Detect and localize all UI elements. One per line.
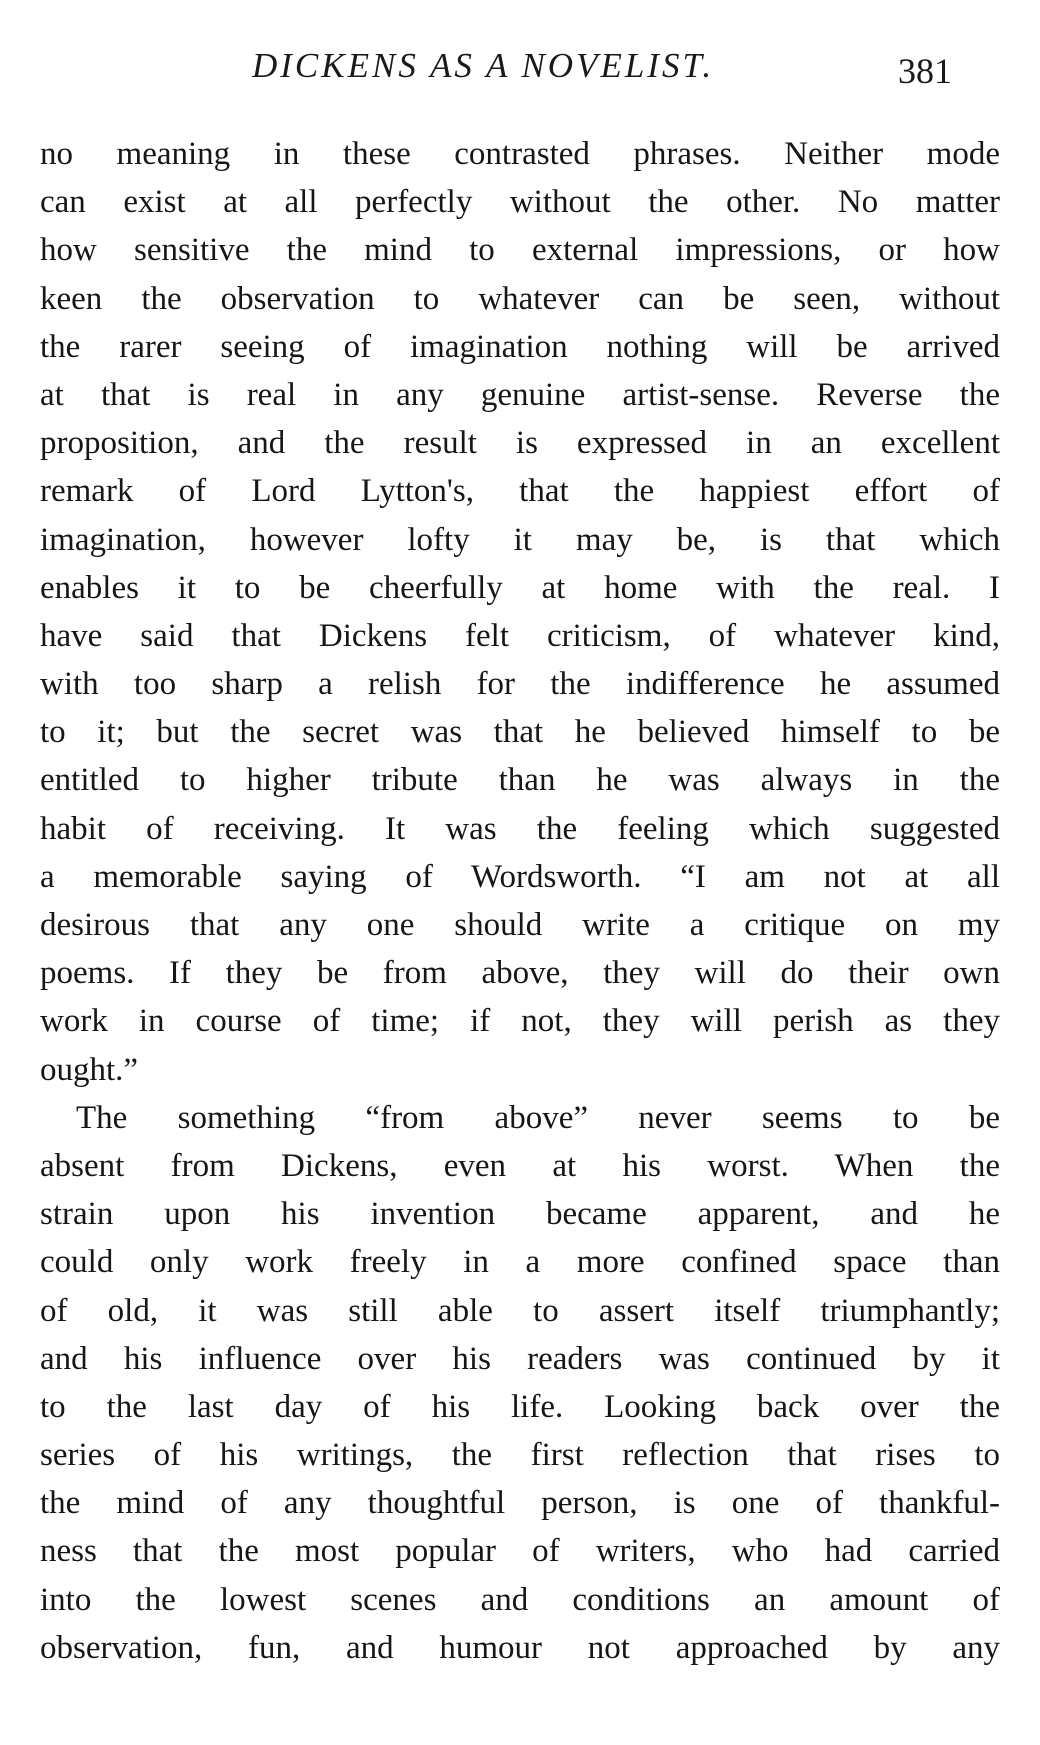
running-head bbox=[40, 46, 1000, 106]
text-line: how sensitive the mind to external impressions, or how bbox=[40, 232, 1000, 269]
text-line: at that is real in any genuine artist-sense. Reverse the bbox=[40, 376, 1000, 413]
text-line: and his influence over his readers was continued by it bbox=[40, 1340, 1000, 1377]
text-line: proposition, and the result is expressed in an excellent bbox=[40, 425, 1000, 462]
text-line: series of his writings, the first reflection that rises to bbox=[40, 1437, 1000, 1474]
paragraph-start-line: The something “from above” never seems to be bbox=[76, 1099, 1000, 1136]
text-line: the mind of any thoughtful person, is one of thankful- bbox=[40, 1485, 1000, 1522]
text-line: ness that the most popular of writers, who had carried bbox=[40, 1533, 1000, 1570]
text-line: entitled to higher tribute than he was always in the bbox=[40, 762, 1000, 799]
text-line: into the lowest scenes and conditions an amount of bbox=[40, 1581, 1000, 1618]
text-line: remark of Lord Lytton's, that the happiest effort of bbox=[40, 473, 1000, 510]
text-line: keen the observation to whatever can be seen, without bbox=[40, 280, 1000, 317]
text-line: desirous that any one should write a critique on my bbox=[40, 907, 1000, 943]
text-line: imagination, however lofty it may be, is that which bbox=[40, 521, 1000, 558]
text-line: absent from Dickens, even at his worst. When the bbox=[40, 1147, 1000, 1184]
text-line: work in course of time; if not, they will perish as they bbox=[40, 1003, 1000, 1040]
text-line: strain upon his invention became apparent, and he bbox=[40, 1196, 1000, 1233]
text-line: to it; but the secret was that he believed himself to be bbox=[40, 714, 1000, 751]
paragraph-end-line: ought.” bbox=[40, 1051, 139, 1088]
text-line: with too sharp a relish for the indifference he assumed bbox=[40, 666, 1000, 703]
text-line: of old, it was still able to assert itself triumphantly; bbox=[40, 1292, 1000, 1329]
text-line: poems. If they be from above, they will do their own bbox=[40, 955, 1000, 992]
running-title: DICKENS AS A NOVELIST. bbox=[252, 46, 715, 85]
text-line: could only work freely in a more confined space than bbox=[40, 1244, 1000, 1281]
text-line: observation, fun, and humour not approached by any bbox=[40, 1629, 1000, 1666]
text-line: have said that Dickens felt criticism, of whatever kind, bbox=[40, 617, 1000, 654]
text-line: a memorable saying of Wordsworth. “I am not at all bbox=[40, 858, 1000, 895]
text-line: can exist at all perfectly without the other. No matter bbox=[40, 184, 1000, 221]
text-line: the rarer seeing of imagination nothing will be arrived bbox=[40, 328, 1000, 365]
text-line: habit of receiving. It was the feeling which suggested bbox=[40, 810, 1000, 847]
text-line: to the last day of his life. Looking back over the bbox=[40, 1388, 1000, 1425]
text-line: no meaning in these contrasted phrases. Neither mode bbox=[40, 136, 1000, 172]
page-number: 381 bbox=[898, 51, 952, 91]
body-text bbox=[40, 130, 1000, 1672]
text-line: enables it to be cheerfully at home with the real. I bbox=[40, 569, 1000, 606]
